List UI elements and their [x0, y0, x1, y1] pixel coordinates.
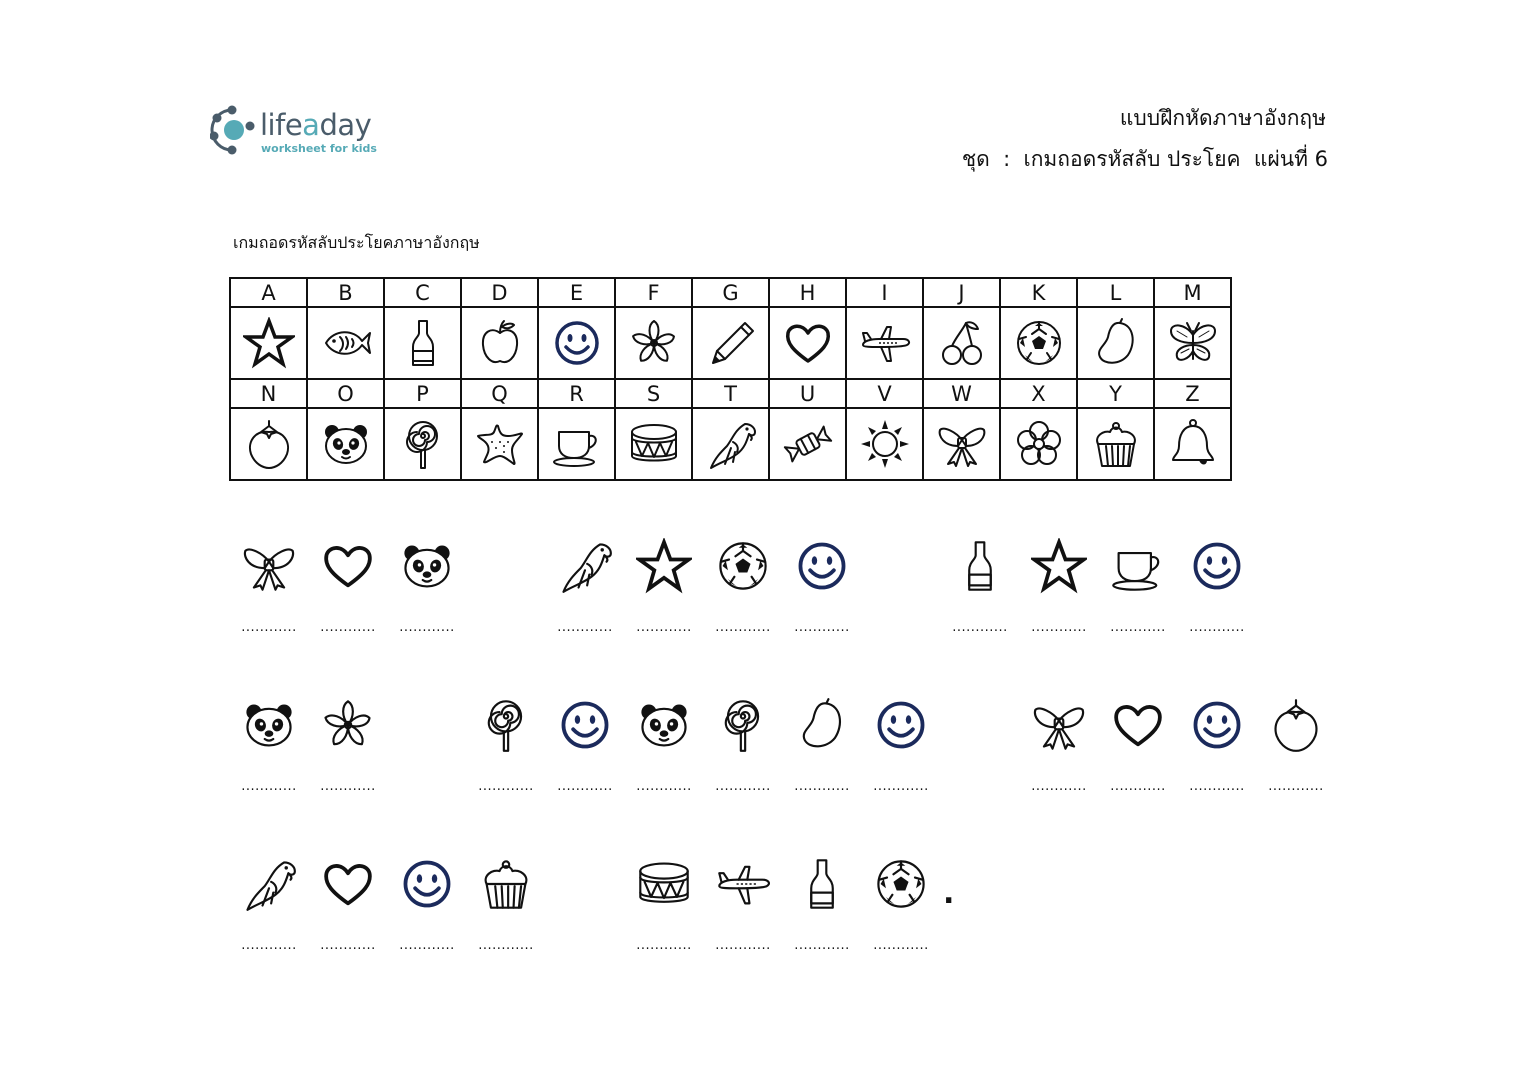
cherry-icon [936, 317, 988, 369]
candy-icon [782, 418, 834, 470]
key-icon-cell [384, 307, 461, 379]
sakura-icon [628, 317, 680, 369]
key-letter-w: W [923, 379, 1000, 408]
key-icon-cell [615, 408, 692, 480]
cupcake-icon [1090, 418, 1142, 470]
puzzle-symbol [473, 856, 539, 953]
panda-icon [636, 697, 692, 753]
key-icon-cell [538, 408, 615, 480]
key-icon-cell [769, 307, 846, 379]
key-letter-i: I [846, 278, 923, 307]
puzzle-symbol [789, 856, 855, 953]
answer-blank[interactable]: ............ [1110, 779, 1166, 794]
answer-blank[interactable]: ............ [715, 620, 771, 635]
heart-icon [320, 856, 376, 912]
key-letter-y: Y [1077, 379, 1154, 408]
lifeaday-logo [210, 104, 400, 160]
key-letter-u: U [769, 379, 846, 408]
panda-icon [320, 418, 372, 470]
puzzle-symbol [315, 856, 381, 953]
heart-icon [1110, 697, 1166, 753]
key-icon-cell [538, 307, 615, 379]
answer-blank[interactable]: ............ [1189, 779, 1245, 794]
star-icon [1031, 538, 1087, 594]
parrot-icon [705, 418, 757, 470]
key-icon-cell [846, 307, 923, 379]
key-icon-cell [692, 307, 769, 379]
key-icon-cell [1154, 408, 1231, 480]
pencil-icon [705, 317, 757, 369]
key-letter-a: A [230, 278, 307, 307]
smiley-icon [399, 856, 455, 912]
puzzle-symbol [789, 697, 855, 794]
key-icon-cell [307, 408, 384, 480]
puzzle-symbol [789, 538, 855, 635]
key-icon-cell [1000, 307, 1077, 379]
butterfly-icon [1167, 317, 1219, 369]
soccer-ball-icon [873, 856, 929, 912]
key-icon-cell [769, 408, 846, 480]
star-icon [636, 538, 692, 594]
key-icon-cell [923, 408, 1000, 480]
heart-icon [782, 317, 834, 369]
answer-blank[interactable]: ............ [320, 938, 376, 953]
key-letter-row [230, 379, 1231, 408]
logo-wordmark: lifeaday [260, 108, 372, 142]
lollipop-icon [397, 418, 449, 470]
answer-blank[interactable]: ............ [1268, 779, 1324, 794]
sentence-period: . [943, 876, 955, 911]
answer-blank[interactable]: ............ [794, 938, 850, 953]
key-letter-c: C [384, 278, 461, 307]
answer-blank[interactable]: ............ [715, 779, 771, 794]
answer-blank[interactable]: ............ [715, 938, 771, 953]
flower-icon [1013, 418, 1065, 470]
key-icon-cell [1154, 307, 1231, 379]
soccer-ball-icon [715, 538, 771, 594]
airplane-icon [859, 317, 911, 369]
smiley-icon [1189, 697, 1245, 753]
bow-icon [241, 538, 297, 594]
key-letter-t: T [692, 379, 769, 408]
key-letter-row [230, 278, 1231, 307]
key-icon-cell [461, 408, 538, 480]
puzzle-symbol [1184, 697, 1250, 794]
parrot-icon [557, 538, 613, 594]
key-icon-cell [230, 307, 307, 379]
puzzle-symbol [1026, 538, 1092, 635]
puzzle-symbol [552, 538, 618, 635]
puzzle-symbol [394, 856, 460, 953]
puzzle-symbol [315, 697, 381, 794]
soccer-ball-icon [1013, 317, 1065, 369]
key-letter-f: F [615, 278, 692, 307]
key-letter-p: P [384, 379, 461, 408]
logo-tagline: worksheet for kids [261, 142, 377, 155]
answer-blank[interactable]: ............ [636, 779, 692, 794]
sun-icon [859, 418, 911, 470]
smiley-icon [557, 697, 613, 753]
puzzle-symbol [394, 538, 460, 635]
worksheet-series-label: ชุด : เกมถอดรหัสลับ ประโยค แผ่นที่ 6 [961, 147, 1328, 171]
key-icon-cell [307, 307, 384, 379]
puzzle-symbol [947, 538, 1013, 635]
answer-blank[interactable]: ............ [399, 938, 455, 953]
puzzle-symbol [236, 697, 302, 794]
key-letter-j: J [923, 278, 1000, 307]
key-icon-cell [384, 408, 461, 480]
mango-icon [794, 697, 850, 753]
answer-blank[interactable]: ............ [399, 620, 455, 635]
answer-blank[interactable]: ............ [873, 938, 929, 953]
puzzle-symbol [631, 538, 697, 635]
puzzle-symbol [710, 856, 776, 953]
key-letter-z: Z [1154, 379, 1231, 408]
drum-icon [628, 418, 680, 470]
answer-blank[interactable]: ............ [1189, 620, 1245, 635]
key-letter-m: M [1154, 278, 1231, 307]
answer-blank[interactable]: ............ [320, 620, 376, 635]
star-icon [243, 317, 295, 369]
puzzle-symbol [236, 538, 302, 635]
answer-blank[interactable]: ............ [636, 620, 692, 635]
smiley-icon [1189, 538, 1245, 594]
answer-blank[interactable]: ............ [794, 620, 850, 635]
teacup-icon [551, 418, 603, 470]
answer-blank[interactable]: ............ [241, 779, 297, 794]
fish-icon [320, 317, 372, 369]
answer-blank[interactable]: ............ [1110, 620, 1166, 635]
key-icon-cell [230, 408, 307, 480]
puzzle-symbol [710, 697, 776, 794]
key-letter-x: X [1000, 379, 1077, 408]
answer-blank[interactable]: ............ [1031, 620, 1087, 635]
puzzle-symbol [473, 697, 539, 794]
key-letter-n: N [230, 379, 307, 408]
lollipop-icon [478, 697, 534, 753]
answer-blank[interactable]: ............ [557, 779, 613, 794]
teacup-icon [1110, 538, 1166, 594]
key-letter-v: V [846, 379, 923, 408]
airplane-icon [715, 856, 771, 912]
puzzle-symbol [236, 856, 302, 953]
answer-blank[interactable]: ............ [636, 938, 692, 953]
key-icon-row [230, 408, 1231, 480]
panda-icon [241, 697, 297, 753]
starfish-icon [474, 418, 526, 470]
key-letter-l: L [1077, 278, 1154, 307]
cupcake-icon [478, 856, 534, 912]
key-letter-r: R [538, 379, 615, 408]
answer-blank[interactable]: ............ [952, 620, 1008, 635]
drum-icon [636, 856, 692, 912]
key-letter-q: Q [461, 379, 538, 408]
key-icon-cell [846, 408, 923, 480]
answer-blank[interactable]: ............ [241, 620, 297, 635]
strawberry-icon [1268, 697, 1324, 753]
answer-blank[interactable]: ............ [873, 779, 929, 794]
answer-blank[interactable]: ............ [794, 779, 850, 794]
puzzle-symbol [315, 538, 381, 635]
bow-icon [1031, 697, 1087, 753]
smiley-icon [873, 697, 929, 753]
logo-molecule-icon [210, 104, 260, 156]
key-letter-e: E [538, 278, 615, 307]
heart-icon [320, 538, 376, 594]
mango-icon [1090, 317, 1142, 369]
key-icon-cell [1077, 307, 1154, 379]
answer-blank[interactable]: ............ [241, 938, 297, 953]
key-letter-h: H [769, 278, 846, 307]
bottle-icon [397, 317, 449, 369]
key-letter-b: B [307, 278, 384, 307]
answer-blank[interactable]: ............ [1031, 779, 1087, 794]
bottle-icon [794, 856, 850, 912]
key-letter-d: D [461, 278, 538, 307]
answer-blank[interactable]: ............ [478, 938, 534, 953]
key-letter-s: S [615, 379, 692, 408]
puzzle-symbol [1105, 538, 1171, 635]
sakura-icon [320, 697, 376, 753]
worksheet-title: แบบฝึกหัดภาษาอังกฤษ [1119, 106, 1326, 130]
puzzle-symbol [1026, 697, 1092, 794]
key-icon-cell [1000, 408, 1077, 480]
key-letter-k: K [1000, 278, 1077, 307]
key-icon-cell [461, 307, 538, 379]
key-icon-cell [1077, 408, 1154, 480]
puzzle-symbol [1184, 538, 1250, 635]
apple-icon [474, 317, 526, 369]
key-icon-cell [615, 307, 692, 379]
key-letter-g: G [692, 278, 769, 307]
puzzle-symbol [631, 856, 697, 953]
puzzle-symbol [1105, 697, 1171, 794]
cipher-key-table [229, 277, 1232, 481]
answer-blank[interactable]: ............ [557, 620, 613, 635]
puzzle-symbol [868, 697, 934, 794]
answer-blank[interactable]: ............ [320, 779, 376, 794]
puzzle-symbol [1263, 697, 1329, 794]
smiley-icon [551, 317, 603, 369]
bottle-icon [952, 538, 1008, 594]
puzzle-symbol [868, 856, 934, 953]
puzzle-symbol [631, 697, 697, 794]
parrot-icon [241, 856, 297, 912]
puzzle-symbol [552, 697, 618, 794]
strawberry-icon [243, 418, 295, 470]
lollipop-icon [715, 697, 771, 753]
key-icon-row [230, 307, 1231, 379]
key-letter-o: O [307, 379, 384, 408]
bow-icon [936, 418, 988, 470]
panda-icon [399, 538, 455, 594]
answer-blank[interactable]: ............ [478, 779, 534, 794]
smiley-icon [794, 538, 850, 594]
bell-icon [1167, 418, 1219, 470]
instructions: เกมถอดรหัสลับประโยคภาษาอังกฤษ [233, 233, 480, 252]
key-icon-cell [692, 408, 769, 480]
key-icon-cell [923, 307, 1000, 379]
puzzle-symbol [710, 538, 776, 635]
